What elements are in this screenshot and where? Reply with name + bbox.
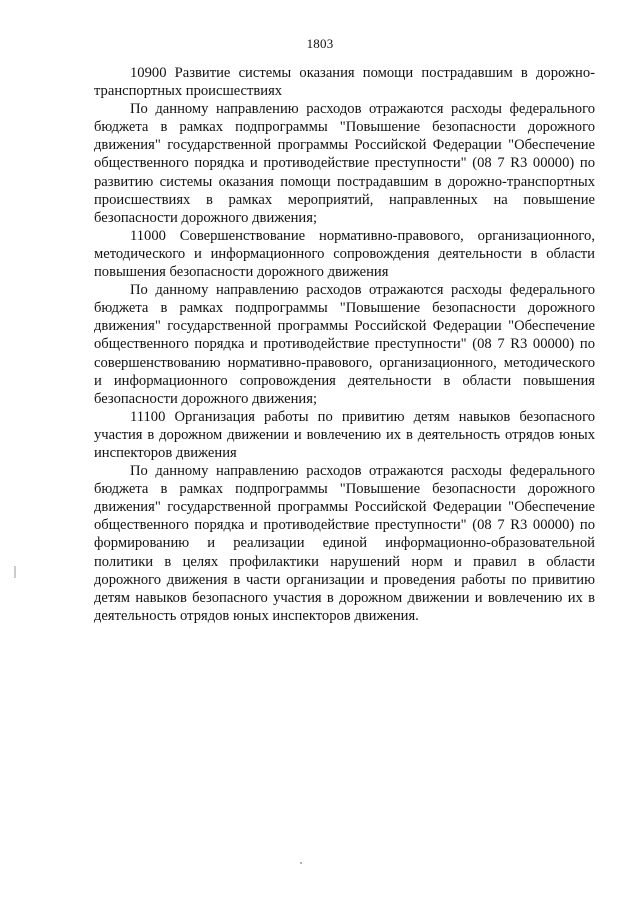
section-text-10900: По данному направлению расходов отражаются расходы федерального бюджета в рамках подпрограммы "Повышение безопасности дорожного движения" государственной программы Российской Федерации "Обеспечение общественного порядка и противодействие преступности" (08 7 R3 00000) по развитию системы оказания помощи пострадавшим в дорожно-транспортных происшествиях в рамках мероприятий, направленных на повышение безопасности дорожного движения; — [94, 101, 595, 226]
section-text-11000: По данному направлению расходов отражаются расходы федерального бюджета в рамках подпрограммы "Повышение безопасности дорожного движения" государственной программы Российской Федерации "Обеспечение общественного порядка и противодействие преступности" (08 7 R3 00000) по совершенствованию нормативно-правового, организационного, методического и информационного сопровождения деятельности в области повышения безопасности дорожного движения; — [94, 282, 595, 407]
scan-dot — [300, 862, 302, 864]
section-text-11100: По данному направлению расходов отражаются расходы федерального бюджета в рамках подпрограммы "Повышение безопасности дорожного движения" государственной программы Российской Федерации "Обеспечение общественного порядка и противодействие преступности" (08 7 R3 00000) по формированию и реализации единой информационно-образовательной политики в целях профилактики нарушений норм и правил в области дорожного движения в части организации и проведения работы по привитию детям навыков безопасного участия в дорожном движении и вовлечению их в деятельность отрядов юных инспекторов движения. — [94, 463, 595, 624]
section-heading-11000: 11000 Совершенствование нормативно-правового, организационного, методического и информационного сопровождения деятельности в области повышения безопасности дорожного движения — [94, 227, 595, 281]
scan-edge-mark — [14, 566, 16, 578]
page-number: 1803 — [306, 36, 334, 51]
document-body — [94, 64, 595, 625]
section-heading-11100: 11100 Организация работы по привитию детям навыков безопасного участия в дорожном движении и вовлечению их в деятельность отрядов юных инспекторов движения — [94, 408, 595, 461]
section-heading-10900: 10900 Развитие системы оказания помощи пострадавшим в дорожно-транспортных происшествиях — [94, 65, 595, 100]
